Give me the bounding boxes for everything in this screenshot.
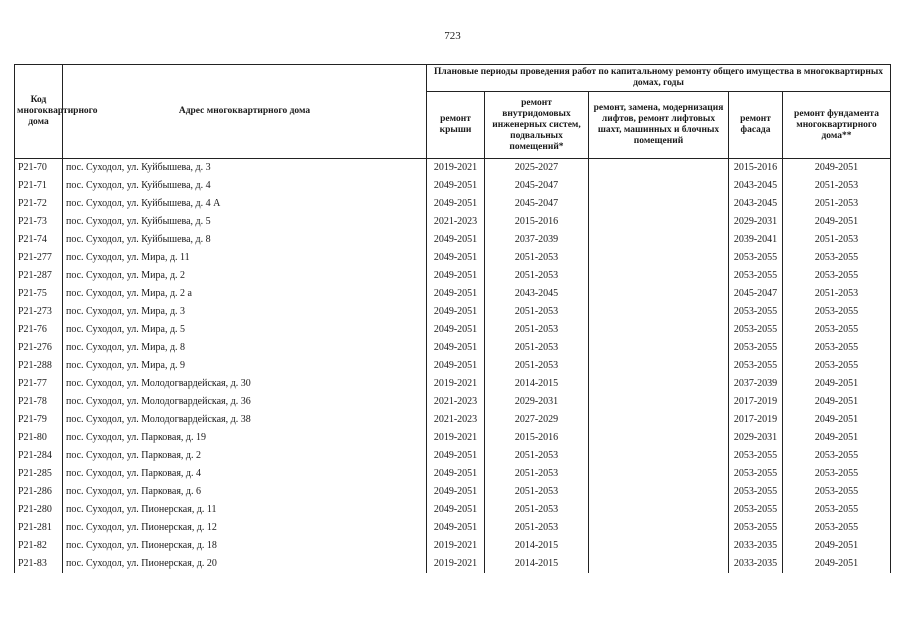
cell-roof: 2049-2051 bbox=[427, 285, 485, 303]
cell-foundation: 2053-2055 bbox=[783, 519, 891, 537]
cell-facade: 2043-2045 bbox=[729, 195, 783, 213]
cell-systems: 2051-2053 bbox=[485, 447, 589, 465]
cell-foundation: 2049-2051 bbox=[783, 213, 891, 231]
cell-roof: 2019-2021 bbox=[427, 537, 485, 555]
cell-systems: 2051-2053 bbox=[485, 357, 589, 375]
page-number: 723 bbox=[444, 30, 461, 42]
cell-code: P21-281 bbox=[15, 519, 63, 537]
cell-roof: 2049-2051 bbox=[427, 267, 485, 285]
cell-address: пос. Суходол, ул. Молодогвардейская, д. 38 bbox=[63, 411, 427, 429]
cell-code: P21-277 bbox=[15, 249, 63, 267]
cell-elevators bbox=[589, 231, 729, 249]
cell-code: P21-75 bbox=[15, 285, 63, 303]
cell-facade: 2039-2041 bbox=[729, 231, 783, 249]
table-row bbox=[15, 393, 891, 411]
cell-foundation: 2049-2051 bbox=[783, 411, 891, 429]
table-row bbox=[15, 483, 891, 501]
table-row bbox=[15, 303, 891, 321]
cell-foundation: 2049-2051 bbox=[783, 537, 891, 555]
header-systems: ремонт внутридомовых инженерных систем, подвальных помещений* bbox=[485, 92, 589, 159]
cell-foundation: 2053-2055 bbox=[783, 447, 891, 465]
table-row bbox=[15, 231, 891, 249]
cell-code: P21-72 bbox=[15, 195, 63, 213]
cell-roof: 2049-2051 bbox=[427, 501, 485, 519]
cell-systems: 2051-2053 bbox=[485, 267, 589, 285]
cell-systems: 2045-2047 bbox=[485, 195, 589, 213]
cell-address: пос. Суходол, ул. Пионерская, д. 18 bbox=[63, 537, 427, 555]
cell-elevators bbox=[589, 195, 729, 213]
cell-code: P21-71 bbox=[15, 177, 63, 195]
cell-systems: 2027-2029 bbox=[485, 411, 589, 429]
cell-foundation: 2051-2053 bbox=[783, 195, 891, 213]
cell-roof: 2019-2021 bbox=[427, 159, 485, 178]
cell-elevators bbox=[589, 555, 729, 573]
cell-foundation: 2049-2051 bbox=[783, 555, 891, 573]
cell-roof: 2049-2051 bbox=[427, 177, 485, 195]
cell-facade: 2053-2055 bbox=[729, 321, 783, 339]
header-address: Адрес многоквартирного дома bbox=[63, 65, 427, 159]
table-row bbox=[15, 519, 891, 537]
cell-roof: 2019-2021 bbox=[427, 375, 485, 393]
cell-code: P21-80 bbox=[15, 429, 63, 447]
cell-address: пос. Суходол, ул. Мира, д. 2 а bbox=[63, 285, 427, 303]
cell-roof: 2049-2051 bbox=[427, 249, 485, 267]
table-row bbox=[15, 339, 891, 357]
cell-facade: 2029-2031 bbox=[729, 429, 783, 447]
cell-address: пос. Суходол, ул. Мира, д. 9 bbox=[63, 357, 427, 375]
cell-elevators bbox=[589, 519, 729, 537]
cell-code: P21-286 bbox=[15, 483, 63, 501]
table-row bbox=[15, 447, 891, 465]
cell-roof: 2049-2051 bbox=[427, 321, 485, 339]
cell-address: пос. Суходол, ул. Парковая, д. 2 bbox=[63, 447, 427, 465]
table-row bbox=[15, 177, 891, 195]
cell-roof: 2049-2051 bbox=[427, 465, 485, 483]
cell-address: пос. Суходол, ул. Мира, д. 11 bbox=[63, 249, 427, 267]
cell-address: пос. Суходол, ул. Мира, д. 8 bbox=[63, 339, 427, 357]
cell-systems: 2037-2039 bbox=[485, 231, 589, 249]
cell-systems: 2015-2016 bbox=[485, 429, 589, 447]
cell-address: пос. Суходол, ул. Мира, д. 3 bbox=[63, 303, 427, 321]
table-row bbox=[15, 249, 891, 267]
cell-systems: 2051-2053 bbox=[485, 303, 589, 321]
cell-roof: 2049-2051 bbox=[427, 339, 485, 357]
table-row bbox=[15, 285, 891, 303]
cell-code: P21-79 bbox=[15, 411, 63, 429]
cell-elevators bbox=[589, 159, 729, 178]
cell-foundation: 2053-2055 bbox=[783, 321, 891, 339]
cell-address: пос. Суходол, ул. Куйбышева, д. 4 А bbox=[63, 195, 427, 213]
cell-address: пос. Суходол, ул. Молодогвардейская, д. 36 bbox=[63, 393, 427, 411]
cell-roof: 2049-2051 bbox=[427, 195, 485, 213]
cell-foundation: 2053-2055 bbox=[783, 303, 891, 321]
cell-elevators bbox=[589, 267, 729, 285]
cell-code: P21-83 bbox=[15, 555, 63, 573]
cell-elevators bbox=[589, 429, 729, 447]
cell-roof: 2049-2051 bbox=[427, 519, 485, 537]
cell-address: пос. Суходол, ул. Пионерская, д. 11 bbox=[63, 501, 427, 519]
cell-foundation: 2051-2053 bbox=[783, 231, 891, 249]
cell-foundation: 2053-2055 bbox=[783, 249, 891, 267]
cell-foundation: 2053-2055 bbox=[783, 483, 891, 501]
cell-facade: 2029-2031 bbox=[729, 213, 783, 231]
cell-facade: 2053-2055 bbox=[729, 519, 783, 537]
cell-roof: 2049-2051 bbox=[427, 357, 485, 375]
cell-systems: 2051-2053 bbox=[485, 483, 589, 501]
table-row bbox=[15, 429, 891, 447]
cell-facade: 2053-2055 bbox=[729, 249, 783, 267]
cell-facade: 2053-2055 bbox=[729, 267, 783, 285]
cell-facade: 2053-2055 bbox=[729, 339, 783, 357]
header-roof: ремонт крыши bbox=[427, 92, 485, 159]
cell-code: P21-288 bbox=[15, 357, 63, 375]
cell-systems: 2051-2053 bbox=[485, 465, 589, 483]
cell-facade: 2045-2047 bbox=[729, 285, 783, 303]
cell-code: P21-74 bbox=[15, 231, 63, 249]
table-row bbox=[15, 375, 891, 393]
cell-code: P21-285 bbox=[15, 465, 63, 483]
cell-facade: 2053-2055 bbox=[729, 447, 783, 465]
cell-elevators bbox=[589, 339, 729, 357]
cell-roof: 2021-2023 bbox=[427, 393, 485, 411]
cell-foundation: 2053-2055 bbox=[783, 501, 891, 519]
table-row bbox=[15, 321, 891, 339]
table-body bbox=[15, 159, 891, 574]
cell-facade: 2033-2035 bbox=[729, 555, 783, 573]
cell-elevators bbox=[589, 285, 729, 303]
cell-facade: 2015-2016 bbox=[729, 159, 783, 178]
cell-systems: 2015-2016 bbox=[485, 213, 589, 231]
cell-facade: 2037-2039 bbox=[729, 375, 783, 393]
header-group: Плановые периоды проведения работ по капитальному ремонту общего имущества в многоквартирных домах, годы bbox=[427, 65, 891, 92]
table-row bbox=[15, 501, 891, 519]
header-elevators: ремонт, замена, модернизация лифтов, ремонт лифтовых шахт, машинных и блочных помещений bbox=[589, 92, 729, 159]
cell-foundation: 2053-2055 bbox=[783, 339, 891, 357]
table-header bbox=[15, 65, 891, 159]
cell-code: P21-70 bbox=[15, 159, 63, 178]
cell-code: P21-280 bbox=[15, 501, 63, 519]
table-row bbox=[15, 537, 891, 555]
header-facade: ремонт фасада bbox=[729, 92, 783, 159]
table-row bbox=[15, 465, 891, 483]
cell-code: P21-77 bbox=[15, 375, 63, 393]
table-row bbox=[15, 555, 891, 573]
cell-foundation: 2049-2051 bbox=[783, 393, 891, 411]
cell-code: P21-273 bbox=[15, 303, 63, 321]
cell-systems: 2014-2015 bbox=[485, 537, 589, 555]
cell-address: пос. Суходол, ул. Куйбышева, д. 3 bbox=[63, 159, 427, 178]
table-row bbox=[15, 411, 891, 429]
cell-address: пос. Суходол, ул. Куйбышева, д. 8 bbox=[63, 231, 427, 249]
cell-systems: 2051-2053 bbox=[485, 519, 589, 537]
cell-facade: 2053-2055 bbox=[729, 303, 783, 321]
cell-code: P21-276 bbox=[15, 339, 63, 357]
cell-roof: 2049-2051 bbox=[427, 447, 485, 465]
cell-address: пос. Суходол, ул. Молодогвардейская, д. 30 bbox=[63, 375, 427, 393]
cell-foundation: 2049-2051 bbox=[783, 375, 891, 393]
cell-code: P21-82 bbox=[15, 537, 63, 555]
cell-systems: 2043-2045 bbox=[485, 285, 589, 303]
cell-foundation: 2053-2055 bbox=[783, 267, 891, 285]
cell-foundation: 2053-2055 bbox=[783, 465, 891, 483]
cell-elevators bbox=[589, 177, 729, 195]
cell-systems: 2051-2053 bbox=[485, 501, 589, 519]
cell-code: P21-78 bbox=[15, 393, 63, 411]
cell-address: пос. Суходол, ул. Мира, д. 2 bbox=[63, 267, 427, 285]
cell-elevators bbox=[589, 213, 729, 231]
cell-facade: 2053-2055 bbox=[729, 501, 783, 519]
cell-code: P21-284 bbox=[15, 447, 63, 465]
cell-systems: 2014-2015 bbox=[485, 375, 589, 393]
cell-elevators bbox=[589, 393, 729, 411]
table-row bbox=[15, 159, 891, 178]
cell-address: пос. Суходол, ул. Пионерская, д. 20 bbox=[63, 555, 427, 573]
cell-elevators bbox=[589, 249, 729, 267]
cell-systems: 2025-2027 bbox=[485, 159, 589, 178]
cell-address: пос. Суходол, ул. Парковая, д. 4 bbox=[63, 465, 427, 483]
cell-systems: 2051-2053 bbox=[485, 339, 589, 357]
cell-roof: 2049-2051 bbox=[427, 231, 485, 249]
cell-elevators bbox=[589, 375, 729, 393]
cell-code: P21-73 bbox=[15, 213, 63, 231]
cell-facade: 2033-2035 bbox=[729, 537, 783, 555]
cell-foundation: 2051-2053 bbox=[783, 177, 891, 195]
cell-roof: 2049-2051 bbox=[427, 303, 485, 321]
cell-systems: 2051-2053 bbox=[485, 249, 589, 267]
cell-elevators bbox=[589, 447, 729, 465]
cell-foundation: 2053-2055 bbox=[783, 357, 891, 375]
cell-systems: 2029-2031 bbox=[485, 393, 589, 411]
cell-foundation: 2049-2051 bbox=[783, 159, 891, 178]
cell-address: пос. Суходол, ул. Пионерская, д. 12 bbox=[63, 519, 427, 537]
cell-address: пос. Суходол, ул. Парковая, д. 19 bbox=[63, 429, 427, 447]
cell-elevators bbox=[589, 303, 729, 321]
cell-foundation: 2049-2051 bbox=[783, 429, 891, 447]
repair-schedule-table bbox=[14, 64, 891, 573]
cell-roof: 2049-2051 bbox=[427, 483, 485, 501]
cell-systems: 2014-2015 bbox=[485, 555, 589, 573]
cell-systems: 2045-2047 bbox=[485, 177, 589, 195]
table-row bbox=[15, 267, 891, 285]
cell-roof: 2021-2023 bbox=[427, 411, 485, 429]
cell-elevators bbox=[589, 357, 729, 375]
cell-address: пос. Суходол, ул. Мира, д. 5 bbox=[63, 321, 427, 339]
cell-elevators bbox=[589, 501, 729, 519]
cell-facade: 2053-2055 bbox=[729, 357, 783, 375]
cell-elevators bbox=[589, 321, 729, 339]
table-row bbox=[15, 357, 891, 375]
cell-facade: 2053-2055 bbox=[729, 465, 783, 483]
cell-code: P21-76 bbox=[15, 321, 63, 339]
table-row bbox=[15, 213, 891, 231]
cell-code: P21-287 bbox=[15, 267, 63, 285]
cell-elevators bbox=[589, 411, 729, 429]
cell-roof: 2019-2021 bbox=[427, 555, 485, 573]
header-code: Код многоквартирного дома bbox=[15, 65, 63, 159]
cell-elevators bbox=[589, 537, 729, 555]
table-row bbox=[15, 195, 891, 213]
cell-facade: 2017-2019 bbox=[729, 393, 783, 411]
cell-facade: 2053-2055 bbox=[729, 483, 783, 501]
cell-address: пос. Суходол, ул. Куйбышева, д. 5 bbox=[63, 213, 427, 231]
cell-elevators bbox=[589, 465, 729, 483]
cell-roof: 2019-2021 bbox=[427, 429, 485, 447]
cell-address: пос. Суходол, ул. Парковая, д. 6 bbox=[63, 483, 427, 501]
cell-address: пос. Суходол, ул. Куйбышева, д. 4 bbox=[63, 177, 427, 195]
cell-facade: 2017-2019 bbox=[729, 411, 783, 429]
cell-foundation: 2051-2053 bbox=[783, 285, 891, 303]
cell-roof: 2021-2023 bbox=[427, 213, 485, 231]
cell-elevators bbox=[589, 483, 729, 501]
cell-facade: 2043-2045 bbox=[729, 177, 783, 195]
header-foundation: ремонт фундамента многоквартирного дома** bbox=[783, 92, 891, 159]
cell-systems: 2051-2053 bbox=[485, 321, 589, 339]
